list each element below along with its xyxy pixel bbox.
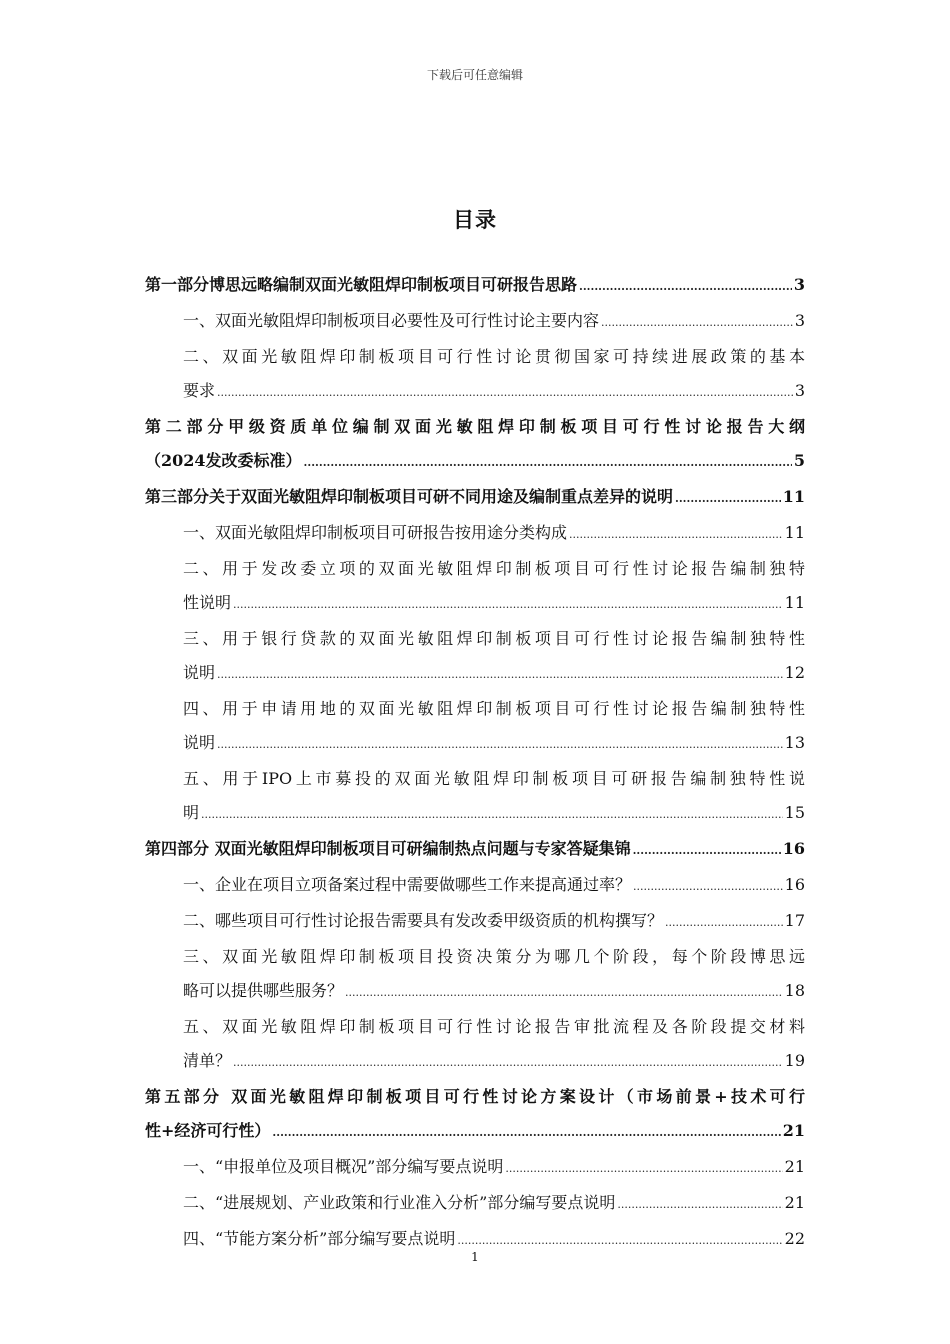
toc-entry-title: 二、“进展规划、产业政策和行业准入分析”部分编写要点说明: [183, 1193, 616, 1212]
toc-leader-dots: [233, 588, 783, 622]
toc-entry[interactable]: [145, 552, 805, 622]
toc-entry[interactable]: [145, 832, 805, 868]
toc-entry-title: （2024发改委标准）: [145, 451, 302, 470]
toc-entry-row: [183, 1150, 805, 1186]
toc-entry[interactable]: [145, 1010, 805, 1080]
toc-entry[interactable]: [145, 304, 805, 340]
toc-entry-title: 要求: [183, 381, 216, 400]
toc-entry-row: [183, 974, 805, 1010]
toc-entry-title: 四、“节能方案分析”部分编写要点说明: [183, 1229, 456, 1248]
toc-entry-row: [183, 1044, 805, 1080]
toc-entry-row: [183, 586, 805, 622]
toc-page-number: 18: [784, 981, 805, 1000]
toc-entry-title-line: 二、双面光敏阻焊印制板项目可行性讨论贯彻国家可持续进展政策的基本: [183, 347, 805, 366]
toc-page-number: 15: [784, 803, 805, 822]
toc-page-number: 22: [784, 1229, 805, 1248]
toc-leader-dots: [675, 482, 781, 516]
page-number: 1: [471, 1250, 479, 1264]
toc-entry[interactable]: [145, 1080, 805, 1150]
toc-entry[interactable]: [145, 1150, 805, 1186]
toc-entry[interactable]: [145, 762, 805, 832]
toc-leader-dots: [272, 1116, 780, 1150]
toc-entry-title: 略可以提供哪些服务？: [183, 981, 344, 1000]
toc-page-number: 17: [784, 911, 805, 930]
toc-entry-title-line: 二、用于发改委立项的双面光敏阻焊印制板项目可行性讨论报告编制独特: [183, 559, 805, 578]
toc-entry-title-line: 第二部分甲级资质单位编制双面光敏阻焊印制板项目可行性讨论报告大纲: [145, 417, 805, 436]
toc-entry[interactable]: [145, 692, 805, 762]
toc-entry[interactable]: [145, 340, 805, 410]
toc-title: 目录: [453, 207, 497, 232]
toc-entry-title: 一、“申报单位及项目概况”部分编写要点说明: [183, 1157, 504, 1176]
toc-entry-title: 性+经济可行性）: [145, 1121, 271, 1140]
toc-entry-title: 明: [183, 803, 200, 822]
toc-entry-title-line: 四、用于申请用地的双面光敏阻焊印制板项目可行性讨论报告编制独特性: [183, 699, 805, 718]
toc-leader-dots: [601, 306, 793, 340]
toc-entry-title: 说明: [183, 733, 216, 752]
toc-entry-title: 一、企业在项目立项备案过程中需要做哪些工作来提高通过率？: [183, 875, 632, 894]
toc-page-number: 16: [782, 839, 805, 858]
toc-entry-title-line: 三、双面光敏阻焊印制板项目投资决策分为哪几个阶段，每个阶段博思远: [183, 947, 805, 966]
toc-page-number: 11: [784, 523, 805, 542]
toc-leader-dots: [617, 1188, 782, 1222]
toc-entry[interactable]: [145, 904, 805, 940]
toc-page-number: 3: [794, 311, 805, 330]
toc-entry-title-line: 五、双面光敏阻焊印制板项目可行性讨论报告审批流程及各阶段提交材料: [183, 1017, 805, 1036]
toc-entry-title: 二、哪些项目可行性讨论报告需要具有发改委甲级资质的机构撰写？: [183, 911, 664, 930]
toc-entry-row: [183, 904, 805, 940]
toc-leader-dots: [345, 976, 783, 1010]
toc-entry[interactable]: [145, 1186, 805, 1222]
toc-leader-dots: [217, 728, 783, 762]
toc-page-number: 19: [784, 1051, 805, 1070]
toc-page-number: 11: [782, 487, 805, 506]
toc-entry-title: 清单？: [183, 1051, 232, 1070]
toc-entry-row: [183, 868, 805, 904]
toc-entry-title-line: 五、用于IPO上市募投的双面光敏阻焊印制板项目可研报告编制独特性说: [183, 769, 805, 788]
toc-entry[interactable]: [145, 516, 805, 552]
toc-entry-row: [145, 480, 805, 516]
toc-page-number: 16: [784, 875, 805, 894]
toc-entry-row: [183, 1186, 805, 1222]
toc-entry[interactable]: [145, 268, 805, 304]
toc-entry-title: 一、双面光敏阻焊印制板项目必要性及可行性讨论主要内容: [183, 311, 600, 330]
toc-entry[interactable]: [145, 480, 805, 516]
toc-leader-dots: [217, 376, 793, 410]
table-of-contents: [145, 268, 805, 1258]
toc-entry-row: [145, 444, 805, 480]
toc-page-number: 13: [784, 733, 805, 752]
toc-leader-dots: [633, 870, 783, 904]
toc-leader-dots: [665, 906, 783, 940]
toc-entry-row: [183, 656, 805, 692]
toc-page-number: 21: [784, 1157, 805, 1176]
toc-page-number: 12: [784, 663, 805, 682]
toc-leader-dots: [304, 446, 792, 480]
toc-leader-dots: [505, 1152, 782, 1186]
toc-entry-title: 说明: [183, 663, 216, 682]
toc-entry-title: 性说明: [183, 593, 232, 612]
page-header: 下载后可任意编辑: [426, 68, 523, 82]
toc-entry-title: 一、双面光敏阻焊印制板项目可研报告按用途分类构成: [183, 523, 568, 542]
toc-entry-row: [183, 726, 805, 762]
toc-entry-title: 第四部分 双面光敏阻焊印制板项目可研编制热点问题与专家答疑集锦: [145, 839, 631, 858]
toc-entry[interactable]: [145, 940, 805, 1010]
toc-leader-dots: [633, 834, 781, 868]
toc-entry-title: 第三部分关于双面光敏阻焊印制板项目可研不同用途及编制重点差异的说明: [145, 487, 674, 506]
toc-entry-row: [183, 304, 805, 340]
toc-entry-row: [183, 374, 805, 410]
toc-leader-dots: [217, 658, 783, 692]
toc-leader-dots: [569, 518, 783, 552]
toc-page-number: 21: [782, 1121, 805, 1140]
toc-entry-row: [183, 516, 805, 552]
toc-page-number: 21: [784, 1193, 805, 1212]
toc-page-number: 3: [794, 381, 805, 400]
toc-entry[interactable]: [145, 622, 805, 692]
toc-entry-title-line: 第五部分 双面光敏阻焊印制板项目可行性讨论方案设计（市场前景+技术可行: [145, 1087, 805, 1106]
toc-entry[interactable]: [145, 410, 805, 480]
toc-entry-row: [145, 268, 805, 304]
toc-page-number: 3: [793, 275, 805, 294]
toc-entry-title: 第一部分博思远略编制双面光敏阻焊印制板项目可研报告思路: [145, 275, 578, 294]
toc-entry-row: [183, 796, 805, 832]
toc-entry-title-line: 三、用于银行贷款的双面光敏阻焊印制板项目可行性讨论报告编制独特性: [183, 629, 805, 648]
toc-leader-dots: [201, 798, 783, 832]
toc-leader-dots: [233, 1046, 783, 1080]
toc-entry[interactable]: [145, 868, 805, 904]
toc-entry-row: [145, 832, 805, 868]
toc-leader-dots: [579, 270, 792, 304]
toc-page-number: 11: [784, 593, 805, 612]
toc-entry-row: [145, 1114, 805, 1150]
toc-page-number: 5: [793, 451, 805, 470]
